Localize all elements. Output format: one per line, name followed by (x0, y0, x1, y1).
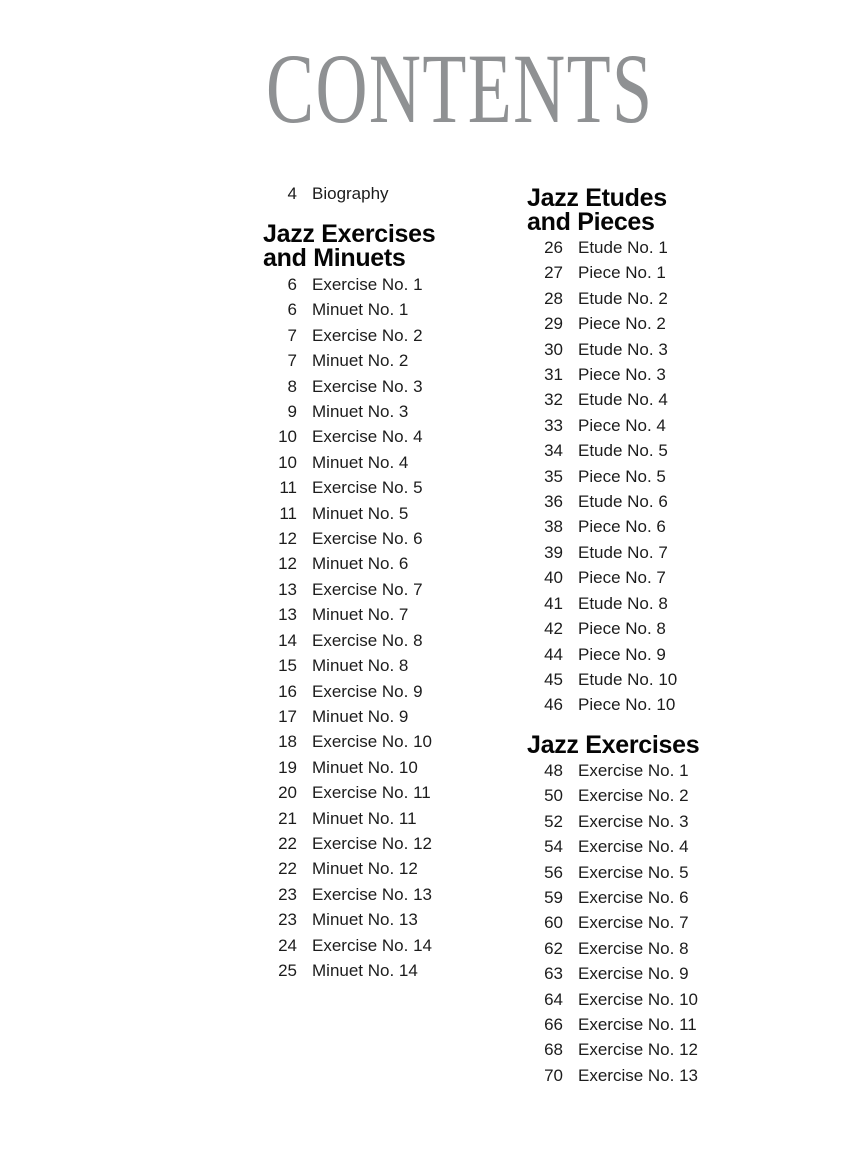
toc-entry (257, 501, 432, 526)
toc-entry (523, 540, 677, 565)
toc-entry (257, 907, 432, 932)
toc-entry-title: Exercise No. 12 (312, 833, 432, 853)
toc-entry (257, 856, 432, 881)
toc-entry-page: 30 (544, 339, 563, 359)
section-heading-jazz-exercises (527, 733, 699, 757)
toc-entry (257, 181, 389, 206)
toc-entry-page: 39 (544, 542, 563, 562)
toc-entry-page: 7 (287, 351, 297, 371)
toc-entry-title: Minuet No. 5 (312, 503, 409, 523)
toc-entry (257, 297, 432, 322)
toc-entry-title: Etude No. 2 (578, 288, 668, 308)
toc-entry (523, 758, 698, 783)
toc-entry (523, 642, 677, 667)
toc-entry-page: 68 (544, 1040, 563, 1060)
toc-entry-title: Exercise No. 8 (578, 938, 689, 958)
toc-entry-title: Piece No. 7 (578, 568, 666, 588)
toc-entry-title: Etude No. 10 (578, 669, 678, 689)
toc-entry-title: Minuet No. 6 (312, 554, 409, 574)
toc-entry (523, 1063, 698, 1088)
toc-entry-page: 22 (278, 859, 297, 879)
toc-entry-page: 33 (544, 415, 563, 435)
toc-entry-page: 59 (544, 888, 563, 908)
toc-entry-title: Exercise No. 3 (578, 811, 689, 831)
toc-entry-title: Etude No. 8 (578, 593, 668, 613)
toc-entry-page: 29 (544, 314, 563, 334)
toc-entry-title: Piece No. 4 (578, 415, 666, 435)
toc-entry-page: 26 (544, 238, 563, 257)
toc-entry-page: 48 (544, 761, 563, 780)
toc-entry (257, 374, 432, 399)
toc-entry-page: 24 (278, 935, 297, 955)
toc-entry-page: 35 (544, 466, 563, 486)
toc-entry-title: Exercise No. 5 (312, 478, 423, 498)
toc-entry (257, 831, 432, 856)
toc-entry-title: Exercise No. 1 (312, 275, 423, 294)
toc-entry (257, 958, 432, 983)
toc-entry (257, 755, 432, 780)
toc-entry-title: Minuet No. 8 (312, 656, 409, 676)
toc-entry-page: 38 (544, 517, 563, 537)
toc-entry (523, 387, 677, 412)
toc-entry-page: 50 (544, 786, 563, 806)
toc-entry (523, 286, 677, 311)
toc-entry (257, 780, 432, 805)
toc-entry-title: Minuet No. 13 (312, 910, 418, 930)
toc-entry (523, 260, 677, 285)
toc-entry-page: 11 (279, 478, 297, 498)
toc-entry-page: 11 (279, 503, 297, 523)
toc-entry (523, 667, 677, 692)
toc-entry (257, 551, 432, 576)
toc-entry-title: Minuet No. 4 (312, 452, 409, 472)
toc-entry-page: 22 (278, 833, 297, 853)
toc-entry-page: 15 (278, 656, 297, 676)
toc-entry-page: 46 (544, 695, 563, 715)
section-heading-line: Jazz Exercises (527, 731, 700, 759)
section-heading-jazz-etudes-and-pieces (527, 186, 667, 234)
toc-entry-title: Biography (312, 184, 389, 203)
toc-entry (257, 882, 432, 907)
section-list-jazz-etudes-and-pieces (523, 235, 677, 718)
toc-entry-page: 20 (278, 783, 297, 803)
toc-entry (257, 424, 432, 449)
toc-entry-page: 56 (544, 862, 563, 882)
toc-entry-page: 63 (544, 964, 563, 984)
toc-entry-page: 34 (544, 441, 563, 461)
toc-entry (523, 438, 677, 463)
toc-entry-page: 31 (544, 365, 563, 385)
toc-entry (523, 809, 698, 834)
toc-entry-title: Exercise No. 12 (578, 1040, 698, 1060)
toc-entry-title: Minuet No. 10 (312, 757, 418, 777)
toc-entry-title: Exercise No. 8 (312, 630, 423, 650)
toc-entry (523, 1037, 698, 1062)
toc-entry (523, 910, 698, 935)
toc-entry-title: Etude No. 5 (578, 441, 668, 461)
toc-entry-title: Exercise No. 2 (578, 786, 689, 806)
toc-entry (523, 860, 698, 885)
toc-entry-page: 52 (544, 811, 563, 831)
toc-entry-title: Minuet No. 2 (312, 351, 409, 371)
toc-entry-title: Exercise No. 14 (312, 935, 432, 955)
page-title: CONTENTS (266, 33, 654, 144)
toc-entry-title: Exercise No. 4 (312, 427, 423, 447)
section-heading-line: and Minuets (263, 244, 406, 272)
toc-entry-page: 9 (287, 402, 297, 422)
toc-entry-title: Exercise No. 13 (312, 884, 432, 904)
toc-entry (257, 272, 432, 297)
toc-entry-page: 62 (544, 938, 563, 958)
toc-entry-title: Etude No. 6 (578, 492, 668, 512)
toc-entry-title: Piece No. 6 (578, 517, 666, 537)
toc-entry-page: 23 (278, 910, 297, 930)
section-heading-jazz-exercises-and-minuets (263, 222, 435, 270)
toc-entry-title: Exercise No. 6 (578, 888, 689, 908)
section-list-jazz-exercises (523, 758, 698, 1088)
toc-entry-page: 45 (544, 669, 563, 689)
toc-entry-page: 44 (544, 644, 563, 664)
toc-entry (523, 337, 677, 362)
toc-entry-title: Exercise No. 3 (312, 376, 423, 396)
toc-entry-title: Minuet No. 11 (312, 808, 417, 828)
toc-entry-page: 40 (544, 568, 563, 588)
toc-entry (257, 348, 432, 373)
toc-entry-page: 13 (278, 605, 297, 625)
toc-entry-title: Exercise No. 1 (578, 761, 689, 780)
toc-entry (257, 399, 432, 424)
toc-entry-title: Piece No. 8 (578, 619, 666, 639)
toc-entry (523, 591, 677, 616)
toc-entry (523, 311, 677, 336)
toc-entry-page: 60 (544, 913, 563, 933)
toc-entry (257, 729, 432, 754)
toc-entry-title: Etude No. 7 (578, 542, 668, 562)
toc-entry-title: Exercise No. 9 (312, 681, 423, 701)
section-heading-line: and Pieces (527, 208, 655, 236)
toc-entry (257, 526, 432, 551)
toc-entry (523, 936, 698, 961)
toc-entry (257, 602, 432, 627)
toc-entry (523, 514, 677, 539)
toc-entry-page: 41 (544, 593, 563, 613)
toc-entry-page: 54 (544, 837, 563, 857)
toc-entry (523, 783, 698, 808)
toc-entry-title: Piece No. 1 (578, 263, 666, 283)
toc-entry-title: Exercise No. 6 (312, 529, 423, 549)
toc-entry-page: 25 (278, 960, 297, 980)
toc-entry-title: Piece No. 5 (578, 466, 666, 486)
toc-entry-page: 6 (287, 275, 297, 294)
toc-entry-page: 6 (287, 300, 297, 320)
toc-entry-page: 19 (278, 757, 297, 777)
toc-entry (257, 475, 432, 500)
toc-entry-page: 36 (544, 492, 563, 512)
toc-entry-title: Exercise No. 11 (578, 1015, 697, 1035)
toc-entry-title: Etude No. 4 (578, 390, 668, 410)
toc-entry (523, 489, 677, 514)
toc-entry-page: 64 (544, 989, 563, 1009)
toc-entry (257, 704, 432, 729)
toc-entry-title: Exercise No. 7 (578, 913, 689, 933)
toc-entry-title: Exercise No. 5 (578, 862, 689, 882)
toc-entry (523, 362, 677, 387)
toc-entry-title: Exercise No. 11 (312, 783, 431, 803)
toc-entry-title: Exercise No. 10 (578, 989, 698, 1009)
toc-entry-page: 7 (287, 325, 297, 345)
toc-entry-page: 10 (278, 452, 297, 472)
toc-entry (523, 413, 677, 438)
toc-entry-page: 23 (278, 884, 297, 904)
front-matter-list (257, 181, 389, 206)
toc-entry-page: 27 (544, 263, 563, 283)
toc-entry-page: 13 (278, 579, 297, 599)
toc-entry-title: Exercise No. 10 (312, 732, 432, 752)
toc-entry (257, 323, 432, 348)
toc-entry-page: 12 (278, 529, 297, 549)
toc-entry-title: Minuet No. 12 (312, 859, 418, 879)
toc-entry-page: 42 (544, 619, 563, 639)
toc-entry-page: 66 (544, 1015, 563, 1035)
toc-entry-title: Exercise No. 2 (312, 325, 423, 345)
toc-entry-title: Piece No. 10 (578, 695, 676, 715)
toc-entry (257, 933, 432, 958)
toc-entry (257, 679, 432, 704)
toc-entry-title: Piece No. 9 (578, 644, 666, 664)
toc-entry (523, 1012, 698, 1037)
toc-entry (523, 885, 698, 910)
toc-entry (257, 653, 432, 678)
toc-entry-page: 32 (544, 390, 563, 410)
toc-entry-title: Exercise No. 9 (578, 964, 689, 984)
toc-entry-title: Minuet No. 14 (312, 960, 418, 980)
section-list-jazz-exercises-and-minuets (257, 272, 432, 983)
toc-entry-page: 10 (278, 427, 297, 447)
toc-entry-page: 12 (278, 554, 297, 574)
toc-entry (523, 834, 698, 859)
toc-entry-title: Minuet No. 7 (312, 605, 409, 625)
toc-entry (257, 628, 432, 653)
toc-entry-page: 4 (287, 184, 297, 203)
toc-entry-title: Piece No. 3 (578, 365, 666, 385)
toc-entry-title: Exercise No. 4 (578, 837, 689, 857)
toc-entry-page: 21 (278, 808, 297, 828)
toc-entry-page: 8 (287, 376, 297, 396)
toc-entry-title: Exercise No. 13 (578, 1065, 698, 1085)
toc-entry (523, 565, 677, 590)
toc-entry-page: 28 (544, 288, 563, 308)
toc-entry-page: 16 (278, 681, 297, 701)
toc-entry-page: 18 (278, 732, 297, 752)
toc-entry (257, 577, 432, 602)
toc-entry (257, 450, 432, 475)
toc-entry (523, 235, 677, 260)
toc-entry-title: Piece No. 2 (578, 314, 666, 334)
toc-entry (523, 692, 677, 717)
toc-entry (523, 464, 677, 489)
toc-entry (257, 806, 432, 831)
toc-entry (523, 961, 698, 986)
toc-entry-page: 70 (544, 1065, 563, 1085)
toc-entry-title: Minuet No. 9 (312, 706, 409, 726)
toc-entry-page: 17 (278, 706, 297, 726)
section-heading-line: Jazz Exercises (263, 220, 436, 248)
toc-entry-title: Minuet No. 1 (312, 300, 409, 320)
toc-entry-page: 14 (278, 630, 297, 650)
toc-entry-title: Exercise No. 7 (312, 579, 423, 599)
toc-entry (523, 987, 698, 1012)
toc-entry-title: Etude No. 1 (578, 238, 668, 257)
toc-entry (523, 616, 677, 641)
section-heading-line: Jazz Etudes (527, 184, 667, 212)
toc-entry-title: Etude No. 3 (578, 339, 668, 359)
toc-entry-title: Minuet No. 3 (312, 402, 409, 422)
